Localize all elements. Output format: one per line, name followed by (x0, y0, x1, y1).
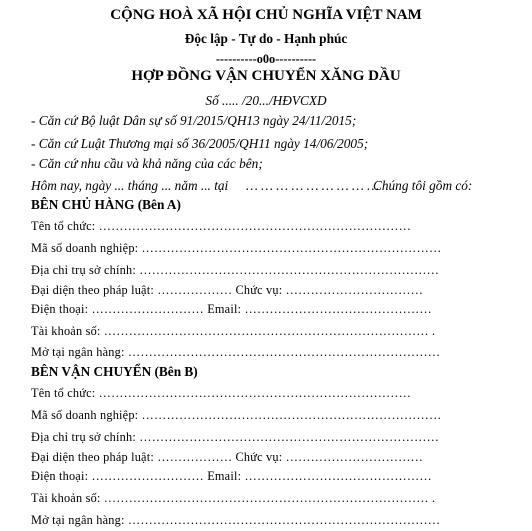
party-b-representative: Đại diện theo pháp luật: ……………… Chức vụ: …………………………… (31, 450, 424, 464)
legal-basis-civil-code: - Căn cứ Bộ luật Dân sự số 91/2015/QH13 ngày 24/11/2015; (31, 113, 357, 128)
party-b-tax-code: Mã số doanh nghiệp: ……………………………………………………………… (31, 408, 442, 422)
contract-title: HỢP ĐỒNG VẬN CHUYỂN XĂNG DẦU (131, 68, 401, 84)
party-b-phone-email: Điện thoại: ……………………… Email: ……………………………………… (31, 469, 432, 483)
party-b-heading: BÊN VẬN CHUYỂN (Bên B) (31, 364, 198, 379)
party-b-org-name: Tên tổ chức: ………………………………………………………………… (31, 386, 412, 400)
motto: Độc lập - Tự do - Hạnh phúc (184, 31, 348, 46)
party-b-account: Tài khoản số: …………………………………………………………………… . (31, 491, 436, 505)
party-b-bank: Mở tại ngân hàng: ………………………………………………………………… (31, 513, 441, 527)
separator: ----------o0o---------- (215, 52, 317, 66)
party-a-phone-email: Điện thoại: ……………………… Email: ……………………………………… (31, 302, 432, 316)
party-a-org-name: Tên tổ chức: ………………………………………………………………… (31, 219, 412, 233)
party-b-address: Địa chỉ trụ sở chính: ……………………………………………………………… (31, 430, 440, 444)
party-a-address: Địa chỉ trụ sở chính: ……………………………………………………………… (31, 263, 440, 277)
intro-dots: … … … … … … … … … (246, 178, 380, 193)
contract-number: Số ..... /20.../HĐVCXD (205, 93, 327, 108)
party-a-bank: Mở tại ngân hàng: ………………………………………………………………… (31, 345, 441, 359)
legal-basis-needs: - Căn cứ nhu cầu và khả năng của các bên; (31, 156, 263, 171)
party-a-heading: BÊN CHỦ HÀNG (Bên A) (31, 197, 181, 212)
party-a-account: Tài khoản số: …………………………………………………………………… . (31, 324, 436, 338)
intro-suffix: Chúng tôi gồm có: (373, 178, 473, 193)
party-a-representative: Đại diện theo pháp luật: ……………… Chức vụ: …………………………… (31, 283, 424, 297)
legal-basis-commercial-law: - Căn cứ Luật Thương mại số 36/2005/QH11 ngày 14/06/2005; (31, 136, 369, 151)
party-a-tax-code: Mã số doanh nghiệp: ……………………………………………………………… (31, 241, 442, 255)
intro-prefix: Hôm nay, ngày ... tháng ... năm ... tại (31, 178, 229, 193)
nation-title: CỘNG HOÀ XÃ HỘI CHỦ NGHĨA VIỆT NAM (110, 7, 422, 23)
